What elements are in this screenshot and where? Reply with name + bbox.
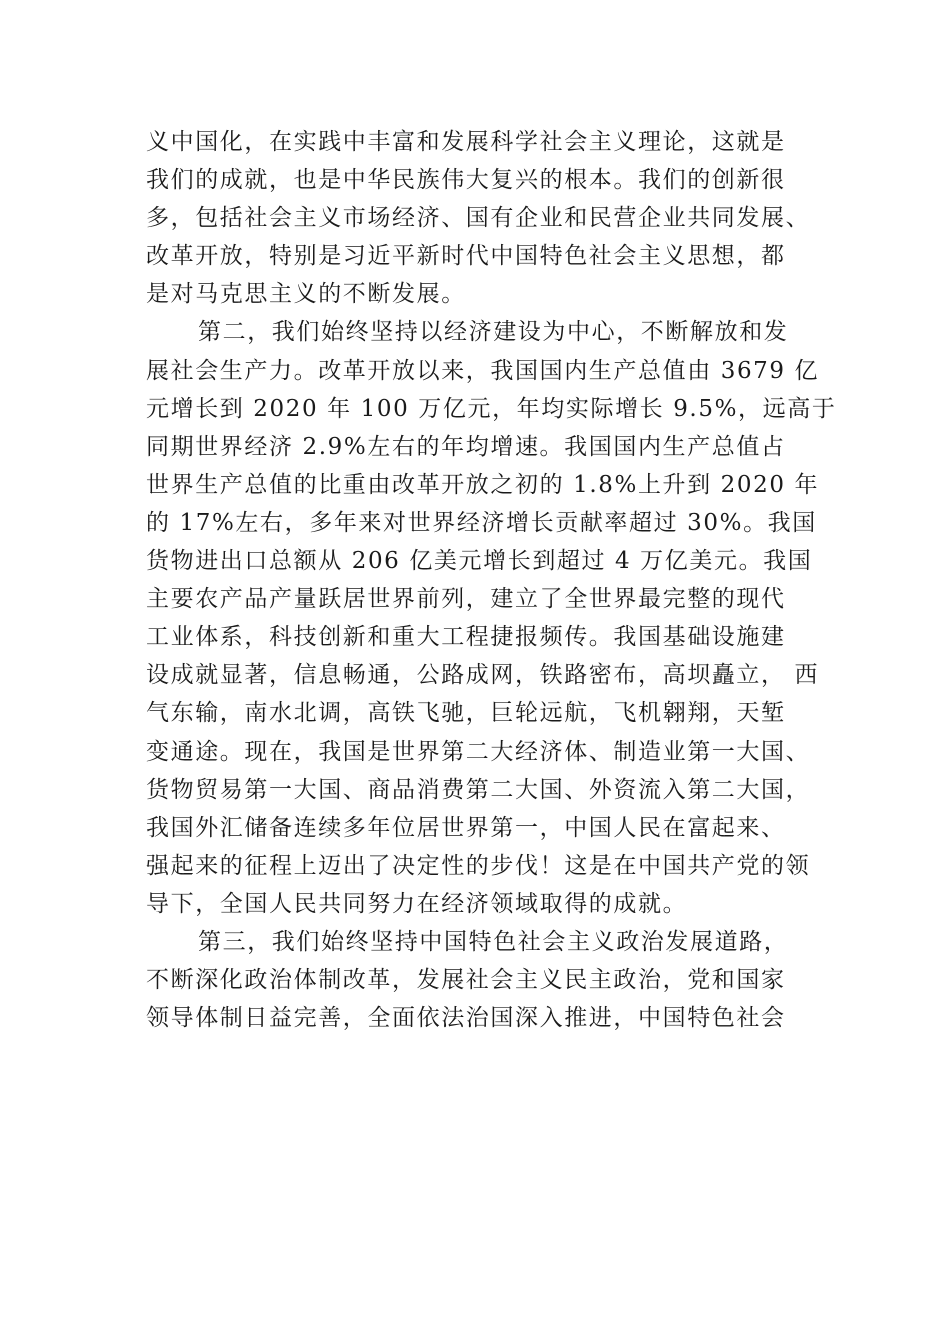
text-line: 是对马克思主义的不断发展。	[146, 281, 466, 308]
text-line: 世界生产总值的比重由改革开放之初的 1.8%上升到 2020 年	[146, 471, 820, 498]
text-line: 不断深化政治体制改革，发展社会主义民主政治，党和国家	[146, 967, 786, 994]
text-line: 同期世界经济 2.9%左右的年均增速。我国国内生产总值占	[146, 433, 786, 460]
text-line: 我国外汇储备连续多年位居世界第一，中国人民在富起来、	[146, 814, 786, 841]
text-line: 气东输，南水北调，高铁飞驰，巨轮远航，飞机翱翔，天堑	[146, 700, 786, 727]
text-line: 变通途。现在，我国是世界第二大经济体、制造业第一大国、	[146, 738, 811, 765]
text-line: 导下，全国人民共同努力在经济领域取得的成就。	[146, 890, 688, 917]
text-line: 货物进出口总额从 206 亿美元增长到超过 4 万亿美元。我国	[146, 548, 813, 575]
text-line: 货物贸易第一大国、商品消费第二大国、外资流入第二大国，	[146, 776, 811, 803]
text-line: 展社会生产力。改革开放以来，我国国内生产总值由 3679 亿	[146, 357, 820, 384]
text-line: 我们的成就，也是中华民族伟大复兴的根本。我们的创新很	[146, 167, 786, 194]
text-line: 主要农产品产量跃居世界前列，建立了全世界最完整的现代	[146, 586, 786, 613]
text-line: 强起来的征程上迈出了决定性的步伐！这是在中国共产党的领	[146, 852, 811, 879]
text-line: 改革开放，特别是习近平新时代中国特色社会主义思想，都	[146, 243, 786, 270]
paragraph-start-line: 第二，我们始终坚持以经济建设为中心，不断解放和发	[198, 319, 789, 346]
text-line: 工业体系，科技创新和重大工程捷报频传。我国基础设施建	[146, 624, 786, 651]
paragraph-start-line: 第三，我们始终坚持中国特色社会主义政治发展道路，	[198, 928, 789, 955]
text-line: 设成就显著，信息畅通，公路成网，铁路密布，高坝矗立， 西	[146, 662, 820, 689]
text-line: 元增长到 2020 年 100 万亿元，年均实际增长 9.5%，远高于	[146, 395, 837, 422]
text-line: 的 17%左右，多年来对世界经济增长贡献率超过 30%。我国	[146, 509, 817, 536]
text-line: 领导体制日益完善，全面依法治国深入推进，中国特色社会	[146, 1005, 786, 1032]
body-text	[146, 123, 837, 1037]
text-line: 多，包括社会主义市场经济、国有企业和民营企业共同发展、	[146, 205, 811, 232]
text-line: 义中国化，在实践中丰富和发展科学社会主义理论，这就是	[146, 129, 786, 155]
